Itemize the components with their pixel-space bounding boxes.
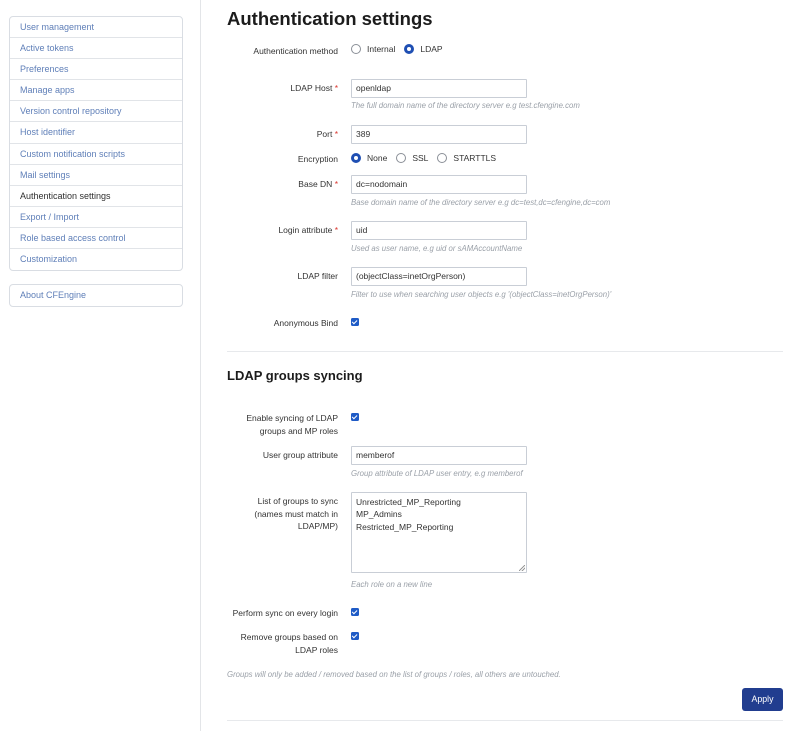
settings-nav (9, 16, 183, 271)
sidebar-item-notification-scripts[interactable]: Custom notification scripts (10, 144, 182, 165)
section-divider (227, 351, 783, 352)
groups-list-line: Unrestricted_MP_Reporting (356, 497, 461, 507)
remove-groups-label-line1: Remove groups based on (240, 632, 338, 642)
sidebar-item-authentication-settings[interactable]: Authentication settings (10, 186, 182, 207)
login-attr-input[interactable]: uid (351, 221, 527, 240)
encryption-none-option[interactable] (351, 153, 387, 163)
sidebar-item-manage-apps[interactable]: Manage apps (10, 80, 182, 101)
required-marker: * (334, 179, 338, 189)
groups-list-label-line1: List of groups to sync (257, 496, 338, 506)
group-attr-label: User group attribute (262, 450, 338, 460)
groups-list-label (227, 495, 338, 533)
anonymous-bind-control (351, 318, 359, 328)
required-marker: * (334, 225, 338, 235)
anonymous-bind-label: Anonymous Bind (273, 318, 338, 328)
sidebar-item-mail-settings[interactable]: Mail settings (10, 165, 182, 186)
encryption-label: Encryption (297, 154, 338, 164)
groups-list-line: Restricted_MP_Reporting (356, 521, 454, 532)
remove-groups-label-line2: LDAP roles (295, 644, 338, 655)
login-attr-label (227, 224, 338, 237)
sidebar-item-host-identifier[interactable]: Host identifier (10, 122, 182, 143)
encryption-starttls-label: STARTTLS (453, 153, 497, 163)
about-nav (9, 284, 183, 307)
base-dn-label-text: Base DN (298, 179, 333, 189)
resize-grip-icon[interactable] (519, 565, 525, 571)
login-attr-help: Used as user name, e.g uid or sAMAccountName (351, 244, 523, 253)
encryption-ssl-label: SSL (412, 153, 429, 163)
base-dn-help: Base domain name of the directory server e.g dc=test,dc=cfengine,dc=com (351, 198, 611, 207)
remove-groups-label (227, 631, 338, 656)
auth-internal-radio[interactable] (351, 44, 361, 54)
sidebar-item-customization[interactable]: Customization (20, 254, 78, 265)
required-marker: * (334, 83, 338, 93)
ldap-host-help: The full domain name of the directory server e.g test.cfengine.com (351, 101, 580, 110)
sidebar-item-active-tokens[interactable]: Active tokens (10, 38, 182, 59)
base-dn-input[interactable]: dc=nodomain (351, 175, 527, 194)
encryption-ssl-radio[interactable] (396, 153, 406, 163)
sidebar-item-version-control[interactable]: Version control repository (10, 101, 182, 122)
encryption-ssl-option[interactable] (396, 153, 428, 163)
encryption-radios (351, 153, 505, 163)
auth-ldap-radio[interactable] (404, 44, 414, 54)
port-input[interactable]: 389 (351, 125, 527, 144)
ldap-host-label (227, 82, 338, 95)
auth-ldap-label: LDAP (420, 44, 443, 54)
groups-list-label-line2: (names must match in (254, 508, 338, 519)
enable-sync-label-line1: Enable syncing of LDAP (246, 413, 338, 423)
groups-list-textarea[interactable] (351, 492, 527, 573)
enable-sync-label-line2: groups and MP roles (259, 425, 338, 436)
auth-internal-label: Internal (367, 44, 396, 54)
groups-list-row (227, 492, 783, 589)
remove-groups-checkbox[interactable] (351, 632, 359, 640)
ldap-filter-help: Filter to use when searching user objects e.g '(objectClass=inetOrgPerson)' (351, 290, 612, 299)
ldap-filter-input[interactable]: (objectClass=inetOrgPerson) (351, 267, 527, 286)
sidebar-divider (200, 0, 201, 731)
sync-note: Groups will only be added / removed based on the list of groups / roles, all others are untouched. (227, 670, 561, 679)
enable-sync-label (227, 412, 338, 437)
groups-list-help: Each role on a new line (351, 580, 433, 589)
auth-ldap-option[interactable] (404, 44, 442, 54)
encryption-none-radio[interactable] (351, 153, 361, 163)
ldap-host-input[interactable]: openldap (351, 79, 527, 98)
ldap-host-label-text: LDAP Host (290, 83, 333, 93)
groups-list-line: MP_Admins (356, 509, 402, 520)
sync-every-login-control (351, 608, 359, 618)
sync-every-login-label: Perform sync on every login (232, 608, 338, 618)
port-label-text: Port (316, 129, 333, 139)
sidebar-item-about[interactable]: About CFEngine (20, 290, 87, 301)
auth-internal-option[interactable] (351, 44, 395, 54)
auth-method-radios (351, 44, 452, 54)
sidebar-item-user-management[interactable]: User management (10, 17, 182, 38)
auth-method-label: Authentication method (253, 46, 338, 56)
apply-button[interactable]: Apply (742, 688, 783, 711)
group-attr-help: Group attribute of LDAP user entry, e.g memberof (351, 469, 523, 478)
required-marker: * (334, 129, 338, 139)
enable-sync-control (351, 413, 359, 423)
ldap-filter-label: LDAP filter (297, 271, 338, 281)
base-dn-label (227, 178, 338, 191)
bottom-divider (227, 720, 783, 721)
sync-every-login-checkbox[interactable] (351, 608, 359, 616)
enable-sync-checkbox[interactable] (351, 413, 359, 421)
group-attr-input[interactable]: memberof (351, 446, 527, 465)
encryption-starttls-option[interactable] (437, 153, 496, 163)
page-title: Authentication settings (227, 8, 433, 29)
encryption-none-label: None (367, 153, 388, 163)
groups-list-label-line3: LDAP/MP) (297, 521, 338, 531)
sidebar-item-rbac[interactable]: Role based access control (10, 228, 182, 249)
encryption-starttls-radio[interactable] (437, 153, 447, 163)
login-attr-label-text: Login attribute (278, 225, 333, 235)
sidebar-item-export-import[interactable]: Export / Import (10, 207, 182, 228)
port-label (227, 128, 338, 141)
anonymous-bind-checkbox[interactable] (351, 318, 359, 326)
sync-section-title: LDAP groups syncing (227, 368, 363, 383)
settings-sidebar (9, 16, 183, 307)
remove-groups-control (351, 632, 359, 642)
sidebar-item-preferences[interactable]: Preferences (10, 59, 182, 80)
